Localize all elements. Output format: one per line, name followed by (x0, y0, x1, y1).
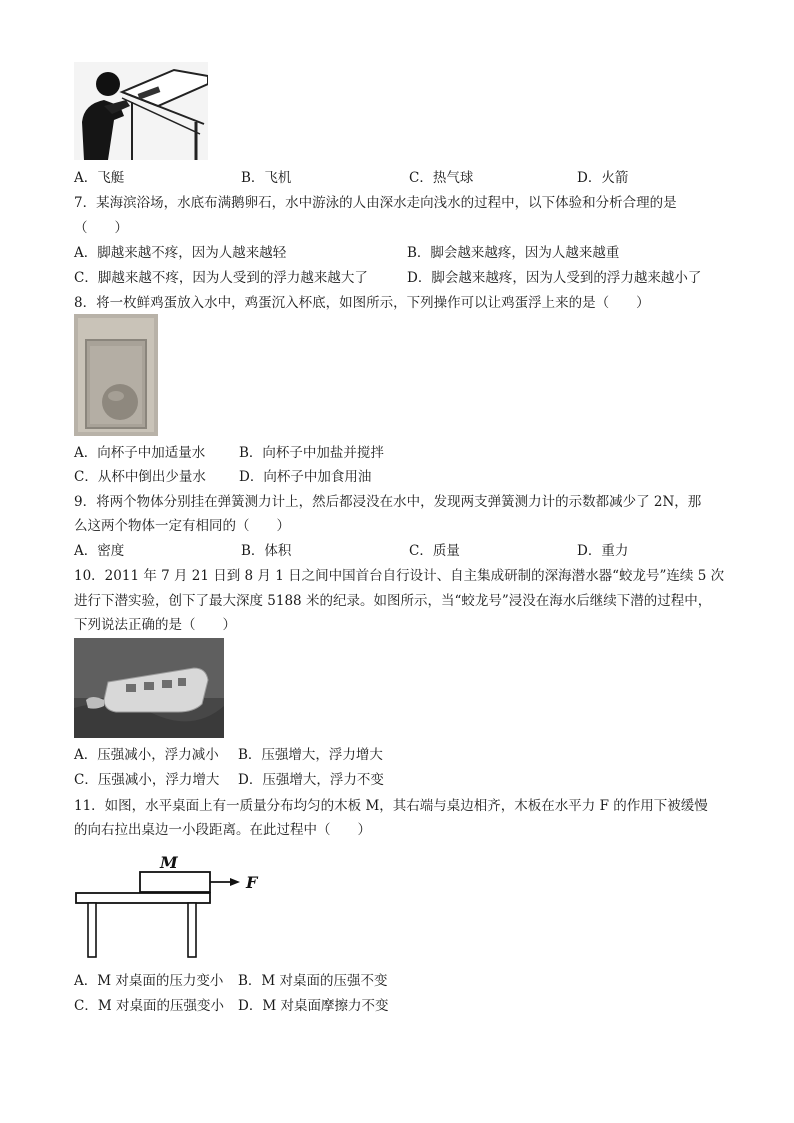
q7-option-b: B．脚会越来越疼，因为人越来越重 (407, 245, 620, 261)
q7-stem-line2: （ ） (74, 220, 128, 236)
q11-option-c: C．M 对桌面的压强变小 (74, 998, 224, 1014)
q6-option-c: C．热气球 (409, 170, 474, 186)
q6-figure-person-at-table (74, 62, 208, 164)
q7-option-d: D．脚会越来越疼，因为人受到的浮力越来越小了 (407, 270, 702, 286)
q10-option-b: B．压强增大，浮力增大 (238, 747, 383, 763)
q11-option-a: A．M 对桌面的压力变小 (74, 973, 224, 989)
q8-option-c: C．从杯中倒出少量水 (74, 469, 206, 485)
q7-option-a: A．脚越来越不疼，因为人越来越轻 (74, 245, 287, 261)
q8-figure-egg-in-glass (74, 314, 158, 440)
q8-option-b: B．向杯子中加盐并搅拌 (239, 445, 384, 461)
q6-option-b: B．飞机 (241, 170, 292, 186)
q8-stem-line1: 8．将一枚鲜鸡蛋放入水中，鸡蛋沉入杯底，如图所示，下列操作可以让鸡蛋浮上来的是（ ） (74, 295, 650, 311)
q11-option-d: D．M 对桌面摩擦力不变 (238, 998, 389, 1014)
q10-option-c: C．压强减小，浮力增大 (74, 772, 220, 788)
q7-stem-line1: 7．某海滨浴场，水底布满鹅卵石，水中游泳的人由深水走向浅水的过程中，以下体验和分析合理的是 (74, 195, 677, 211)
q10-figure-submersible (74, 638, 224, 742)
q10-stem-line3: 下列说法正确的是（ ） (74, 617, 236, 633)
q11-stem-line1: 11．如图，水平桌面上有一质量分布均匀的木板 M，其右端与桌边相齐，木板在水平力 F 的作用下被缓慢 (74, 798, 708, 814)
q6-option-a: A．飞艇 (74, 170, 125, 186)
q11-figure-label-m: M (160, 853, 178, 872)
q9-stem-line1: 9．将两个物体分别挂在弹簧测力计上，然后都浸没在水中，发现两支弹簧测力计的示数都减少了 2N，那 (74, 494, 702, 510)
q9-option-a: A．密度 (74, 543, 125, 559)
q10-option-a: A．压强减小，浮力减小 (74, 747, 219, 763)
q6-option-d: D．火箭 (577, 170, 629, 186)
q8-option-d: D．向杯子中加食用油 (239, 469, 372, 485)
q10-option-d: D．压强增大，浮力不变 (238, 772, 384, 788)
q11-stem-line2: 的向右拉出桌边一小段距离。在此过程中（ ） (74, 822, 371, 838)
q11-figure-label-f: F (246, 873, 258, 892)
q8-option-a: A．向杯子中加适量水 (74, 445, 206, 461)
q11-option-b: B．M 对桌面的压强不变 (238, 973, 388, 989)
q11-figure-board-on-table (74, 848, 268, 964)
q9-option-c: C．质量 (409, 543, 460, 559)
q10-stem-line2: 进行下潜实验，创下了最大深度 5188 米的纪录。如图所示，当“蛟龙号”浸没在海水后继续下潜的过程中， (74, 593, 712, 609)
q9-stem-line2: 么这两个物体一定有相同的（ ） (74, 518, 290, 534)
q9-option-d: D．重力 (577, 543, 629, 559)
q9-option-b: B．体积 (241, 543, 292, 559)
q10-stem-line1: 10．2011 年 7 月 21 日到 8 月 1 日之间中国首台自行设计、自主集成研制的深海潜水器“蛟龙号”连续 5 次 (74, 568, 725, 584)
q7-option-c: C．脚越来越不疼，因为人受到的浮力越来越大了 (74, 270, 368, 286)
